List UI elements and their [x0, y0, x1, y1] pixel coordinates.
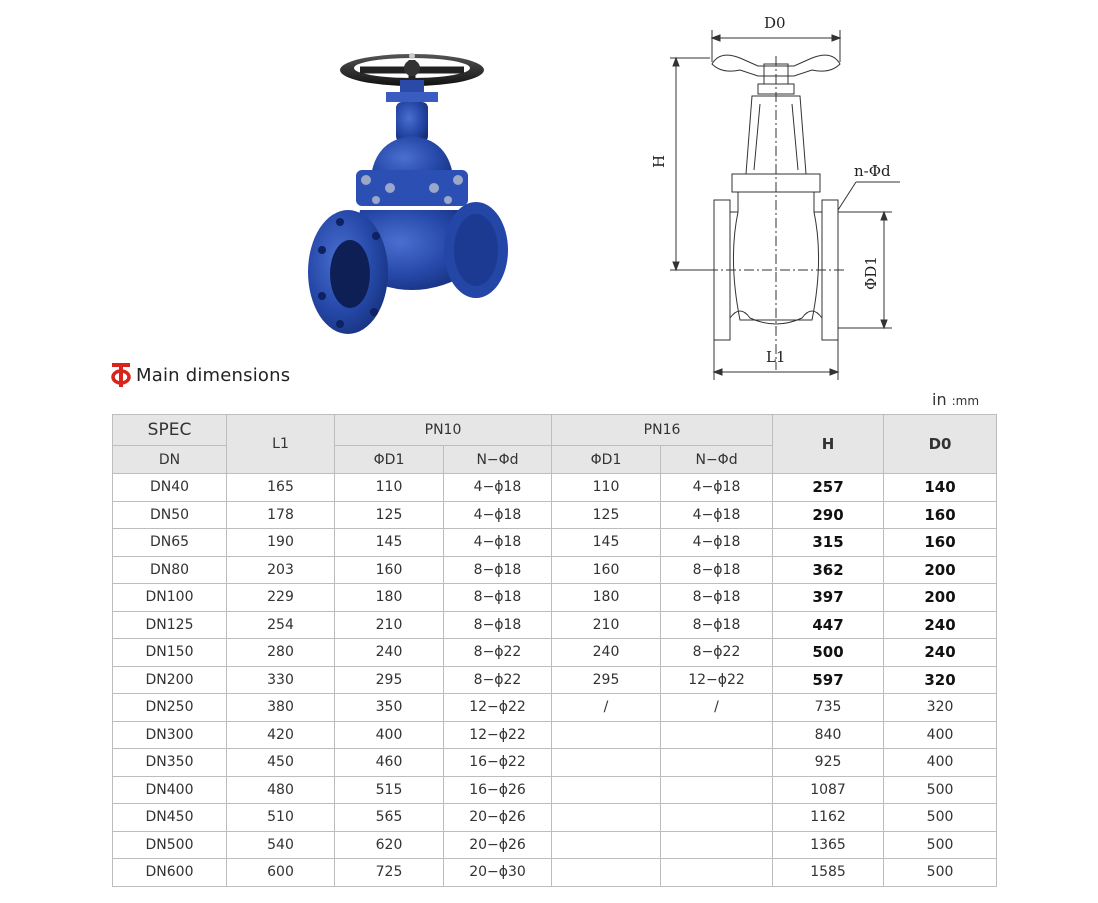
cell-dn: DN250 — [113, 694, 227, 722]
cell-pn10-phid1: 210 — [335, 611, 444, 639]
cell-pn10-phid1: 125 — [335, 501, 444, 529]
cell-pn10-phid1: 725 — [335, 859, 444, 887]
cell-h: 290 — [773, 501, 884, 529]
cell-l1: 330 — [227, 666, 335, 694]
cell-pn10-phid1: 240 — [335, 639, 444, 667]
cell-pn16-phid1 — [552, 776, 661, 804]
cell-pn16-nphid — [661, 721, 773, 749]
cell-pn16-nphid: 8−ϕ18 — [661, 556, 773, 584]
cell-pn10-nphid: 20−ϕ26 — [444, 804, 552, 832]
section-title-text: Main dimensions — [136, 364, 291, 386]
cell-pn16-nphid — [661, 776, 773, 804]
cell-pn16-nphid: 4−ϕ18 — [661, 501, 773, 529]
cell-pn10-phid1: 145 — [335, 529, 444, 557]
cell-pn16-phid1 — [552, 721, 661, 749]
cell-d0: 200 — [884, 556, 997, 584]
cell-d0: 160 — [884, 529, 997, 557]
cell-pn10-phid1: 460 — [335, 749, 444, 777]
cell-pn16-phid1: 160 — [552, 556, 661, 584]
cell-pn16-phid1: 180 — [552, 584, 661, 612]
label-d0: D0 — [764, 14, 786, 32]
label-n-phid: n-Φd — [854, 162, 891, 180]
cell-dn: DN400 — [113, 776, 227, 804]
cell-pn10-nphid: 8−ϕ22 — [444, 666, 552, 694]
cell-pn16-nphid — [661, 831, 773, 859]
cell-pn10-nphid: 20−ϕ30 — [444, 859, 552, 887]
cell-pn10-phid1: 295 — [335, 666, 444, 694]
cell-pn16-phid1: / — [552, 694, 661, 722]
cell-pn16-nphid — [661, 804, 773, 832]
valve-product-photo — [300, 40, 530, 350]
cell-pn16-phid1: 295 — [552, 666, 661, 694]
cell-pn16-phid1 — [552, 749, 661, 777]
table-row — [113, 529, 1098, 557]
cell-dn: DN50 — [113, 501, 227, 529]
cell-pn16-phid1: 240 — [552, 639, 661, 667]
cell-pn10-phid1: 620 — [335, 831, 444, 859]
cell-pn10-nphid: 12−ϕ22 — [444, 694, 552, 722]
label-l1: L1 — [766, 348, 786, 366]
cell-h: 397 — [773, 584, 884, 612]
cell-d0: 500 — [884, 804, 997, 832]
cell-pn10-phid1: 515 — [335, 776, 444, 804]
cell-pn16-nphid: / — [661, 694, 773, 722]
header-h: H — [773, 415, 884, 474]
cell-pn16-phid1: 145 — [552, 529, 661, 557]
cell-pn10-nphid: 4−ϕ18 — [444, 529, 552, 557]
table-row — [113, 474, 1098, 502]
cell-pn10-phid1: 180 — [335, 584, 444, 612]
cell-l1: 190 — [227, 529, 335, 557]
cell-dn: DN350 — [113, 749, 227, 777]
cell-pn10-nphid: 16−ϕ22 — [444, 749, 552, 777]
cell-pn16-phid1: 125 — [552, 501, 661, 529]
table-row — [113, 639, 1098, 667]
cell-pn10-nphid: 8−ϕ18 — [444, 584, 552, 612]
header-spec: SPEC — [113, 415, 227, 446]
header-pn16-nphid: N−Φd — [661, 446, 773, 474]
header-pn10-nphid: N−Φd — [444, 446, 552, 474]
phi-logo-icon — [110, 362, 132, 388]
table-row — [113, 721, 1098, 749]
cell-d0: 500 — [884, 776, 997, 804]
cell-d0: 500 — [884, 859, 997, 887]
cell-dn: DN125 — [113, 611, 227, 639]
table-row — [113, 611, 1098, 639]
cell-dn: DN40 — [113, 474, 227, 502]
table-row — [113, 556, 1098, 584]
cell-dn: DN200 — [113, 666, 227, 694]
cell-l1: 229 — [227, 584, 335, 612]
valve-dimension-drawing — [640, 0, 900, 390]
cell-pn10-phid1: 565 — [335, 804, 444, 832]
cell-pn10-nphid: 8−ϕ18 — [444, 556, 552, 584]
table-row — [113, 666, 1098, 694]
table-row — [113, 584, 1098, 612]
cell-l1: 280 — [227, 639, 335, 667]
cell-pn16-phid1 — [552, 804, 661, 832]
cell-d0: 400 — [884, 749, 997, 777]
cell-dn: DN65 — [113, 529, 227, 557]
cell-l1: 165 — [227, 474, 335, 502]
cell-pn10-phid1: 110 — [335, 474, 444, 502]
cell-pn10-nphid: 16−ϕ26 — [444, 776, 552, 804]
cell-pn10-nphid: 8−ϕ22 — [444, 639, 552, 667]
cell-pn16-phid1: 210 — [552, 611, 661, 639]
dimensions-table-body — [113, 474, 1098, 887]
cell-pn16-nphid: 4−ϕ18 — [661, 474, 773, 502]
cell-h: 840 — [773, 721, 884, 749]
cell-dn: DN450 — [113, 804, 227, 832]
cell-h: 1365 — [773, 831, 884, 859]
cell-l1: 480 — [227, 776, 335, 804]
cell-d0: 240 — [884, 639, 997, 667]
cell-pn16-phid1 — [552, 831, 661, 859]
cell-pn16-nphid — [661, 749, 773, 777]
cell-h: 362 — [773, 556, 884, 584]
cell-pn10-phid1: 160 — [335, 556, 444, 584]
cell-h: 315 — [773, 529, 884, 557]
cell-d0: 200 — [884, 584, 997, 612]
cell-d0: 140 — [884, 474, 997, 502]
cell-dn: DN300 — [113, 721, 227, 749]
table-row — [113, 694, 1098, 722]
cell-dn: DN100 — [113, 584, 227, 612]
cell-l1: 178 — [227, 501, 335, 529]
label-phid1: ΦD1 — [862, 256, 880, 290]
table-row — [113, 501, 1098, 529]
section-title — [110, 362, 290, 388]
cell-pn10-nphid: 8−ϕ18 — [444, 611, 552, 639]
label-h: H — [650, 154, 668, 168]
cell-pn16-nphid: 4−ϕ18 — [661, 529, 773, 557]
cell-pn10-nphid: 4−ϕ18 — [444, 474, 552, 502]
cell-pn16-nphid: 8−ϕ22 — [661, 639, 773, 667]
cell-pn10-phid1: 400 — [335, 721, 444, 749]
cell-h: 925 — [773, 749, 884, 777]
cell-l1: 203 — [227, 556, 335, 584]
cell-pn16-nphid: 8−ϕ18 — [661, 611, 773, 639]
table-row — [113, 804, 1098, 832]
cell-h: 1087 — [773, 776, 884, 804]
cell-h: 1585 — [773, 859, 884, 887]
unit-note — [932, 390, 979, 409]
cell-pn10-nphid: 12−ϕ22 — [444, 721, 552, 749]
cell-pn16-nphid: 8−ϕ18 — [661, 584, 773, 612]
cell-dn: DN150 — [113, 639, 227, 667]
table-row — [113, 776, 1098, 804]
cell-l1: 254 — [227, 611, 335, 639]
cell-pn10-phid1: 350 — [335, 694, 444, 722]
cell-d0: 240 — [884, 611, 997, 639]
dimensions-table — [112, 414, 1098, 887]
cell-h: 597 — [773, 666, 884, 694]
cell-dn: DN80 — [113, 556, 227, 584]
cell-pn16-phid1 — [552, 859, 661, 887]
table-row — [113, 859, 1098, 887]
cell-pn16-phid1: 110 — [552, 474, 661, 502]
cell-l1: 600 — [227, 859, 335, 887]
cell-d0: 320 — [884, 694, 997, 722]
cell-l1: 450 — [227, 749, 335, 777]
cell-pn10-nphid: 4−ϕ18 — [444, 501, 552, 529]
header-pn10-phid1: ΦD1 — [335, 446, 444, 474]
cell-h: 447 — [773, 611, 884, 639]
cell-l1: 420 — [227, 721, 335, 749]
cell-d0: 160 — [884, 501, 997, 529]
table-row — [113, 749, 1098, 777]
cell-pn10-nphid: 20−ϕ26 — [444, 831, 552, 859]
cell-dn: DN500 — [113, 831, 227, 859]
cell-h: 500 — [773, 639, 884, 667]
header-pn16-phid1: ΦD1 — [552, 446, 661, 474]
unit-prefix: in — [932, 390, 947, 409]
header-d0: D0 — [884, 415, 997, 474]
header-pn10: PN10 — [335, 415, 552, 446]
cell-pn16-nphid — [661, 859, 773, 887]
cell-l1: 540 — [227, 831, 335, 859]
cell-l1: 510 — [227, 804, 335, 832]
cell-h: 735 — [773, 694, 884, 722]
cell-d0: 400 — [884, 721, 997, 749]
cell-h: 257 — [773, 474, 884, 502]
cell-d0: 320 — [884, 666, 997, 694]
header-dn: DN — [113, 446, 227, 474]
cell-dn: DN600 — [113, 859, 227, 887]
header-l1: L1 — [227, 415, 335, 474]
unit-value: :mm — [951, 394, 980, 408]
cell-pn16-nphid: 12−ϕ22 — [661, 666, 773, 694]
header-pn16: PN16 — [552, 415, 773, 446]
cell-l1: 380 — [227, 694, 335, 722]
table-row — [113, 831, 1098, 859]
cell-h: 1162 — [773, 804, 884, 832]
cell-d0: 500 — [884, 831, 997, 859]
